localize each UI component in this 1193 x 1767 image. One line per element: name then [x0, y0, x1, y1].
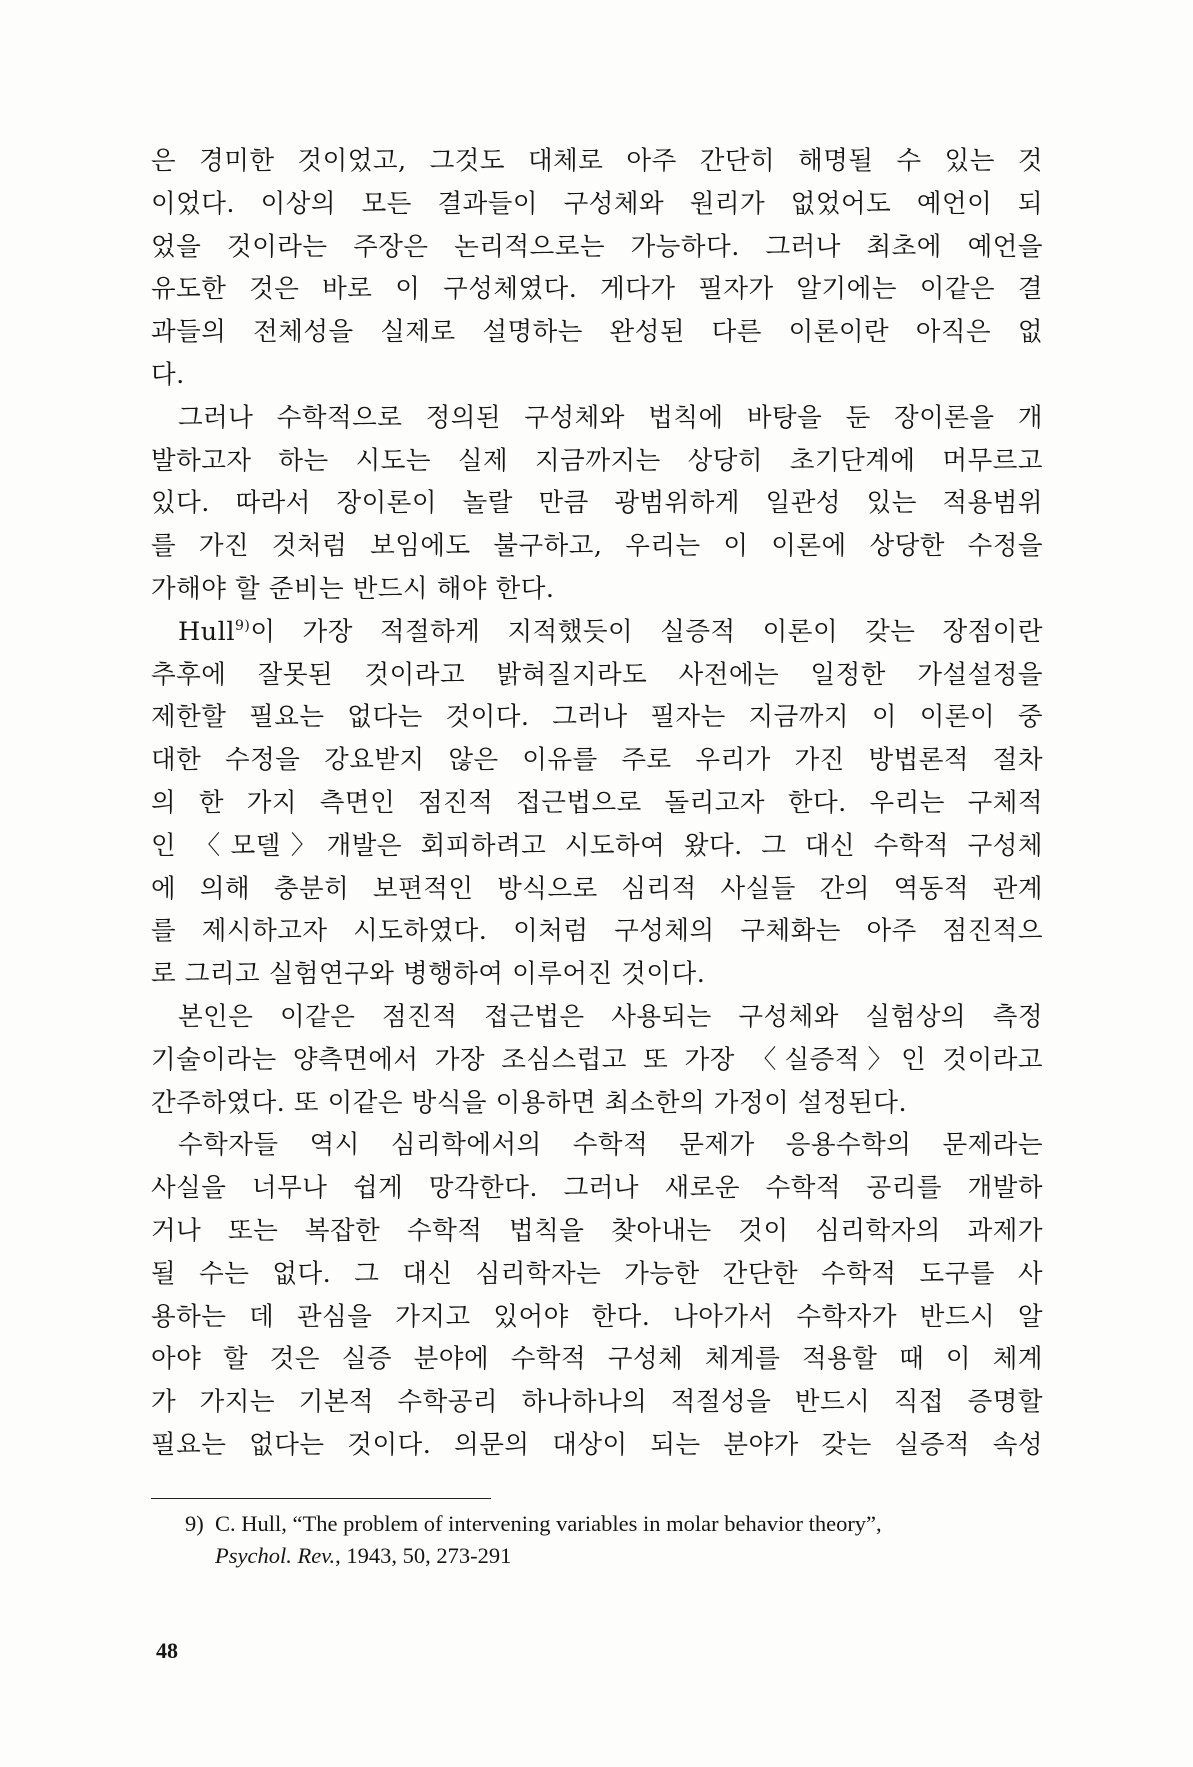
- text-line: 대한 수정을 강요받지 않은 이유를 주로 우리가 가진 방법론적 절차: [151, 745, 1043, 776]
- footnote-pages: , 1943, 50, 273-291: [335, 1543, 512, 1568]
- text-line: 과들의 전체성을 실제로 설명하는 완성된 다른 이론이란 아직은 없: [151, 317, 1043, 348]
- text-line: 에 의해 충분히 보편적인 방식으로 심리적 사실들 간의 역동적 관계: [151, 873, 1043, 904]
- footnote-line: [185, 1540, 1045, 1572]
- text-line: 될 수는 없다. 그 대신 심리학자는 가능한 간단한 수학적 도구를 사: [151, 1258, 1043, 1289]
- text-line: 추후에 잘못된 것이라고 밝혀질지라도 사전에는 일정한 가설설정을: [151, 659, 1043, 690]
- text-line: 의 한 가지 측면인 점진적 접근법으로 돌리고자 한다. 우리는 구체적: [151, 787, 1043, 818]
- footnote-marker: 9): [234, 617, 251, 634]
- text-line-with-footnote: [151, 611, 1043, 654]
- text-line: 은 경미한 것이었고, 그것도 대체로 아주 간단히 해명될 수 있는 것: [151, 146, 1043, 176]
- text-line: 인 〈모델〉개발은 회피하려고 시도하여 왔다. 그 대신 수학적 구성체: [151, 830, 1043, 861]
- text-line: 그러나 수학적으로 정의된 구성체와 법칙에 바탕을 둔 장이론을 개: [178, 402, 1043, 433]
- footnote-line: [185, 1508, 1045, 1540]
- text-line: 유도한 것은 바로 이 구성체였다. 게다가 필자가 알기에는 이같은 결: [151, 274, 1043, 305]
- text-line: 로 그리고 실험연구와 병행하여 이루어진 것이다.: [151, 959, 706, 990]
- text-line: 아야 할 것은 실증 분야에 수학적 구성체 체계를 적용할 때 이 체계: [151, 1344, 1043, 1375]
- text-line: 있다. 따라서 장이론이 놀랄 만큼 광범위하게 일관성 있는 적용범위: [151, 488, 1043, 519]
- page-number: 48: [156, 1638, 178, 1663]
- author-name: Hull: [178, 616, 235, 647]
- footnote-citation: C. Hull, “The problem of intervening variables in molar behavior theory”,: [215, 1511, 882, 1536]
- text-line: 를 가진 것처럼 보임에도 불구하고, 우리는 이 이론에 상당한 수정을: [151, 531, 1043, 562]
- text-line-rest: 이 가장 적절하게 지적했듯이 실증적 이론이 갖는 장점이란: [250, 616, 1043, 647]
- text-line: 거나 또는 복잡한 수학적 법칙을 찾아내는 것이 심리학자의 과제가: [151, 1215, 1043, 1246]
- text-line: 다.: [151, 359, 185, 390]
- text-line: 필요는 없다는 것이다. 의문의 대상이 되는 분야가 갖는 실증적 속성: [151, 1429, 1043, 1460]
- text-line: 간주하였다. 또 이같은 방식을 이용하면 최소한의 가정이 설정된다.: [151, 1087, 908, 1118]
- text-line: 본인은 이같은 점진적 접근법은 사용되는 구성체와 실험상의 측정: [178, 1001, 1043, 1032]
- text-line: 를 제시하고자 시도하였다. 이처럼 구성체의 구체화는 아주 점진적으: [151, 916, 1043, 947]
- text-line: 용하는 데 관심을 가지고 있어야 한다. 나아가서 수학자가 반드시 알: [151, 1301, 1043, 1332]
- text-line: 었을 것이라는 주장은 논리적으로는 가능하다. 그러나 최초에 예언을: [151, 231, 1043, 262]
- footnote-journal: Psychol. Rev.: [215, 1543, 336, 1568]
- text-line: 수학자들 역시 심리학에서의 수학적 문제가 응용수학의 문제라는: [178, 1130, 1043, 1161]
- main-text: [151, 140, 1043, 1467]
- text-line: 기술이라는 양측면에서 가장 조심스럽고 또 가장 〈실증적〉인 것이라고: [151, 1044, 1043, 1075]
- text-line: 사실을 너무나 쉽게 망각한다. 그러나 새로운 수학적 공리를 개발하: [151, 1173, 1043, 1204]
- text-line: 발하고자 하는 시도는 실제 지금까지는 상당히 초기단계에 머무르고: [151, 445, 1043, 476]
- footnote-divider: [151, 1498, 491, 1499]
- footnote: [185, 1508, 1045, 1572]
- text-line: 가해야 할 준비는 반드시 해야 한다.: [151, 573, 555, 604]
- text-line: 가 가지는 기본적 수학공리 하나하나의 적절성을 반드시 직접 증명할: [151, 1387, 1043, 1418]
- text-line: 이었다. 이상의 모든 결과들이 구성체와 원리가 없었어도 예언이 되: [151, 188, 1043, 219]
- footnote-number: 9): [185, 1511, 204, 1536]
- text-line: 제한할 필요는 없다는 것이다. 그러나 필자는 지금까지 이 이론이 중: [151, 702, 1043, 733]
